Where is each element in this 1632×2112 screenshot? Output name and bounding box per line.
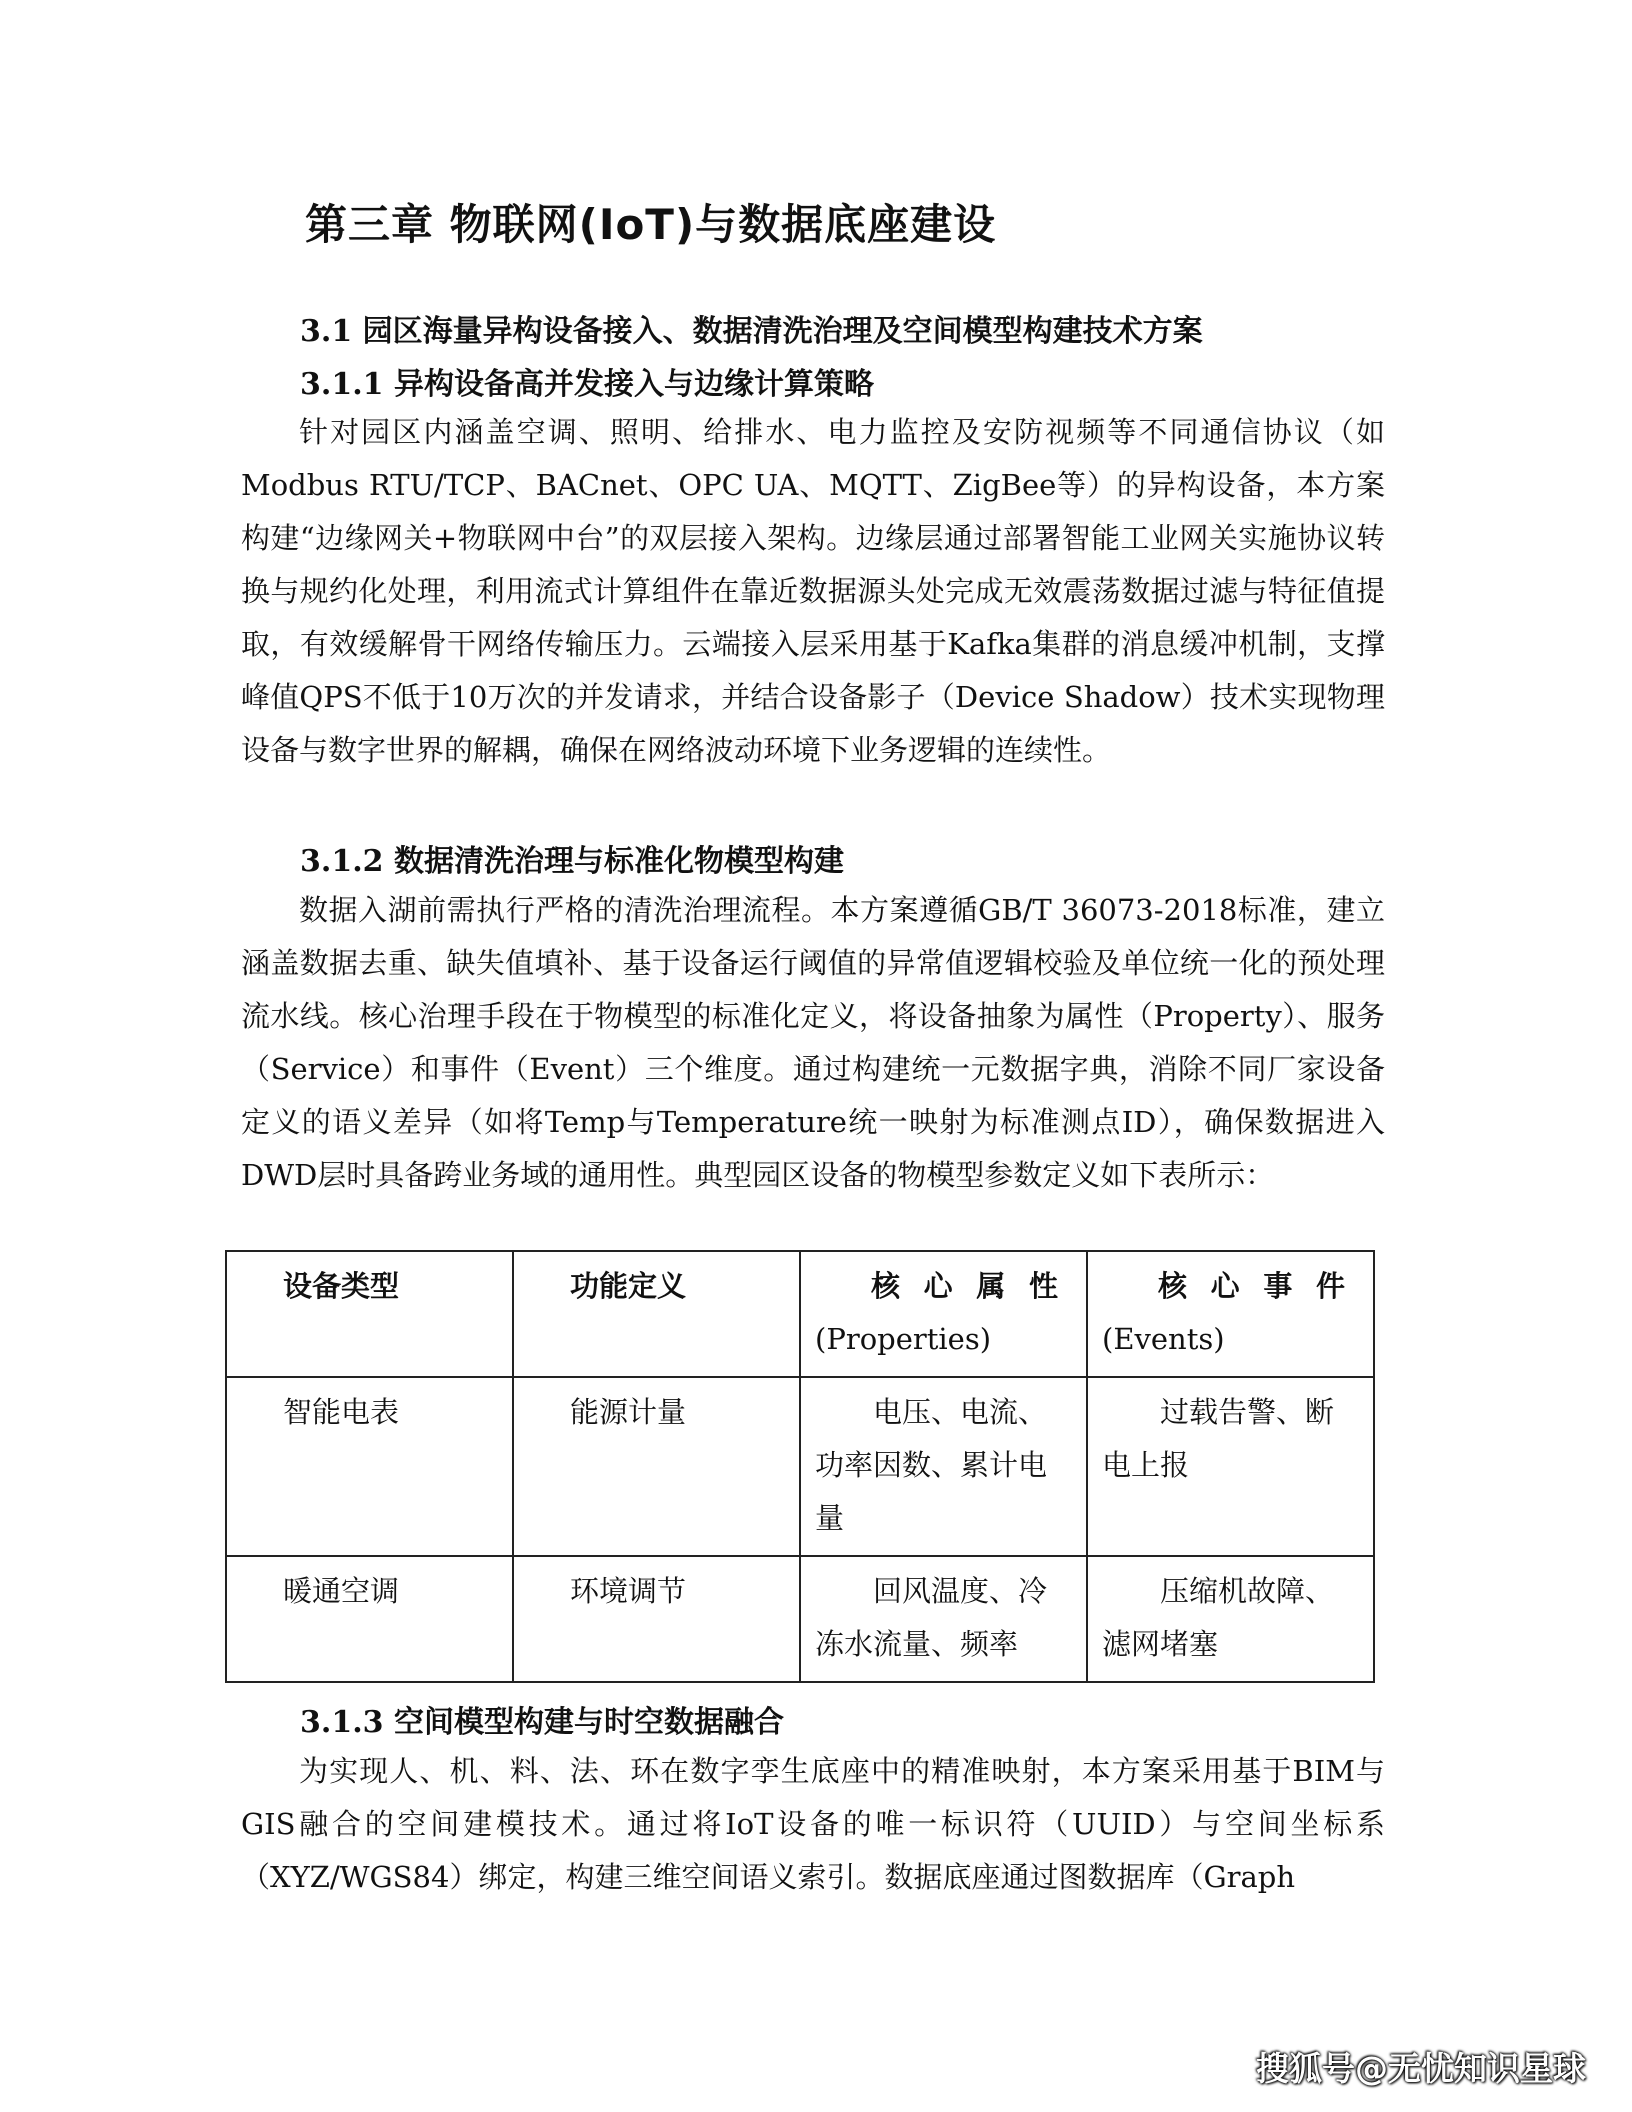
- cell-device-type: 智能电表: [226, 1377, 513, 1556]
- cell-device-type: 暖通空调: [226, 1556, 513, 1682]
- section-3-1-3-heading: 3.1.3 空间模型构建与时空数据融合: [300, 1705, 784, 1740]
- header-events: [1087, 1251, 1374, 1377]
- header-events-main: 核心事件: [1158, 1269, 1345, 1303]
- header-device-type: 设备类型: [226, 1251, 513, 1377]
- section-3-1-heading: 3.1 园区海量异构设备接入、数据清洗治理及空间模型构建技术方案: [300, 314, 1203, 349]
- cell-function: 环境调节: [513, 1556, 800, 1682]
- watermark: 搜狐号@无忧知识星球: [1256, 2049, 1586, 2088]
- section-3-1-3-paragraph: 为实现人、机、料、法、环在数字孪生底座中的精准映射，本方案采用基于BIM与GIS融合的空间建模技术。通过将IoT设备的唯一标识符（UUID）与空间坐标系（XYZ/WGS84）绑定，构建三维空间语义索引。数据底座通过图数据库（Graph: [241, 1754, 1385, 1894]
- table-header-row: [226, 1251, 1374, 1377]
- cell-properties: 电压、电流、功率因数、累计电量: [800, 1377, 1087, 1556]
- chapter-title: 第三章 物联网(IoT)与数据底座建设: [305, 200, 997, 249]
- section-3-1-1-paragraph: 针对园区内涵盖空调、照明、给排水、电力监控及安防视频等不同通信协议（如Modbus RTU/TCP、BACnet、OPC UA、MQTT、ZigBee等）的异构设备，本方案构建“边缘网关+物联网中台”的双层接入架构。边缘层通过部署智能工业网关实施协议转换与规约化处理，利用流式计算组件在靠近数据源头处完成无效震荡数据过滤与特征值提取，有效缓解骨干网络传输压力。云端接入层采用基于Kafka集群的消息缓冲机制，支撑峰值QPS不低于10万次的并发请求，并结合设备影子（Device Shadow）技术实现物理设备与数字世界的解耦，确保在网络波动环境下业务逻辑的连续性。: [241, 415, 1385, 767]
- section-3-1-1-heading: 3.1.1 异构设备高并发接入与边缘计算策略: [300, 367, 874, 402]
- header-properties-sub: (Properties): [815, 1322, 992, 1356]
- cell-events: 过载告警、断电上报: [1087, 1377, 1374, 1556]
- cell-properties: 回风温度、冷冻水流量、频率: [800, 1556, 1087, 1682]
- table-row: [226, 1377, 1374, 1556]
- header-function: 功能定义: [513, 1251, 800, 1377]
- header-properties: [800, 1251, 1087, 1377]
- header-events-sub: (Events): [1102, 1322, 1225, 1356]
- cell-function: 能源计量: [513, 1377, 800, 1556]
- cell-events: 压缩机故障、滤网堵塞: [1087, 1556, 1374, 1682]
- header-properties-main: 核心属性: [871, 1269, 1058, 1303]
- table-row: [226, 1556, 1374, 1682]
- section-3-1-2-paragraph: 数据入湖前需执行严格的清洗治理流程。本方案遵循GB/T 36073-2018标准，建立涵盖数据去重、缺失值填补、基于设备运行阈值的异常值逻辑校验及单位统一化的预处理流水线。核心治理手段在于物模型的标准化定义，将设备抽象为属性（Property）、服务（Service）和事件（Event）三个维度。通过构建统一元数据字典，消除不同厂家设备定义的语义差异（如将Temp与Temperature统一映射为标准测点ID），确保数据进入DWD层时具备跨业务域的通用性。典型园区设备的物模型参数定义如下表所示：: [241, 893, 1385, 1192]
- device-model-table: [225, 1250, 1375, 1683]
- section-3-1-2-heading: 3.1.2 数据清洗治理与标准化物模型构建: [300, 844, 844, 879]
